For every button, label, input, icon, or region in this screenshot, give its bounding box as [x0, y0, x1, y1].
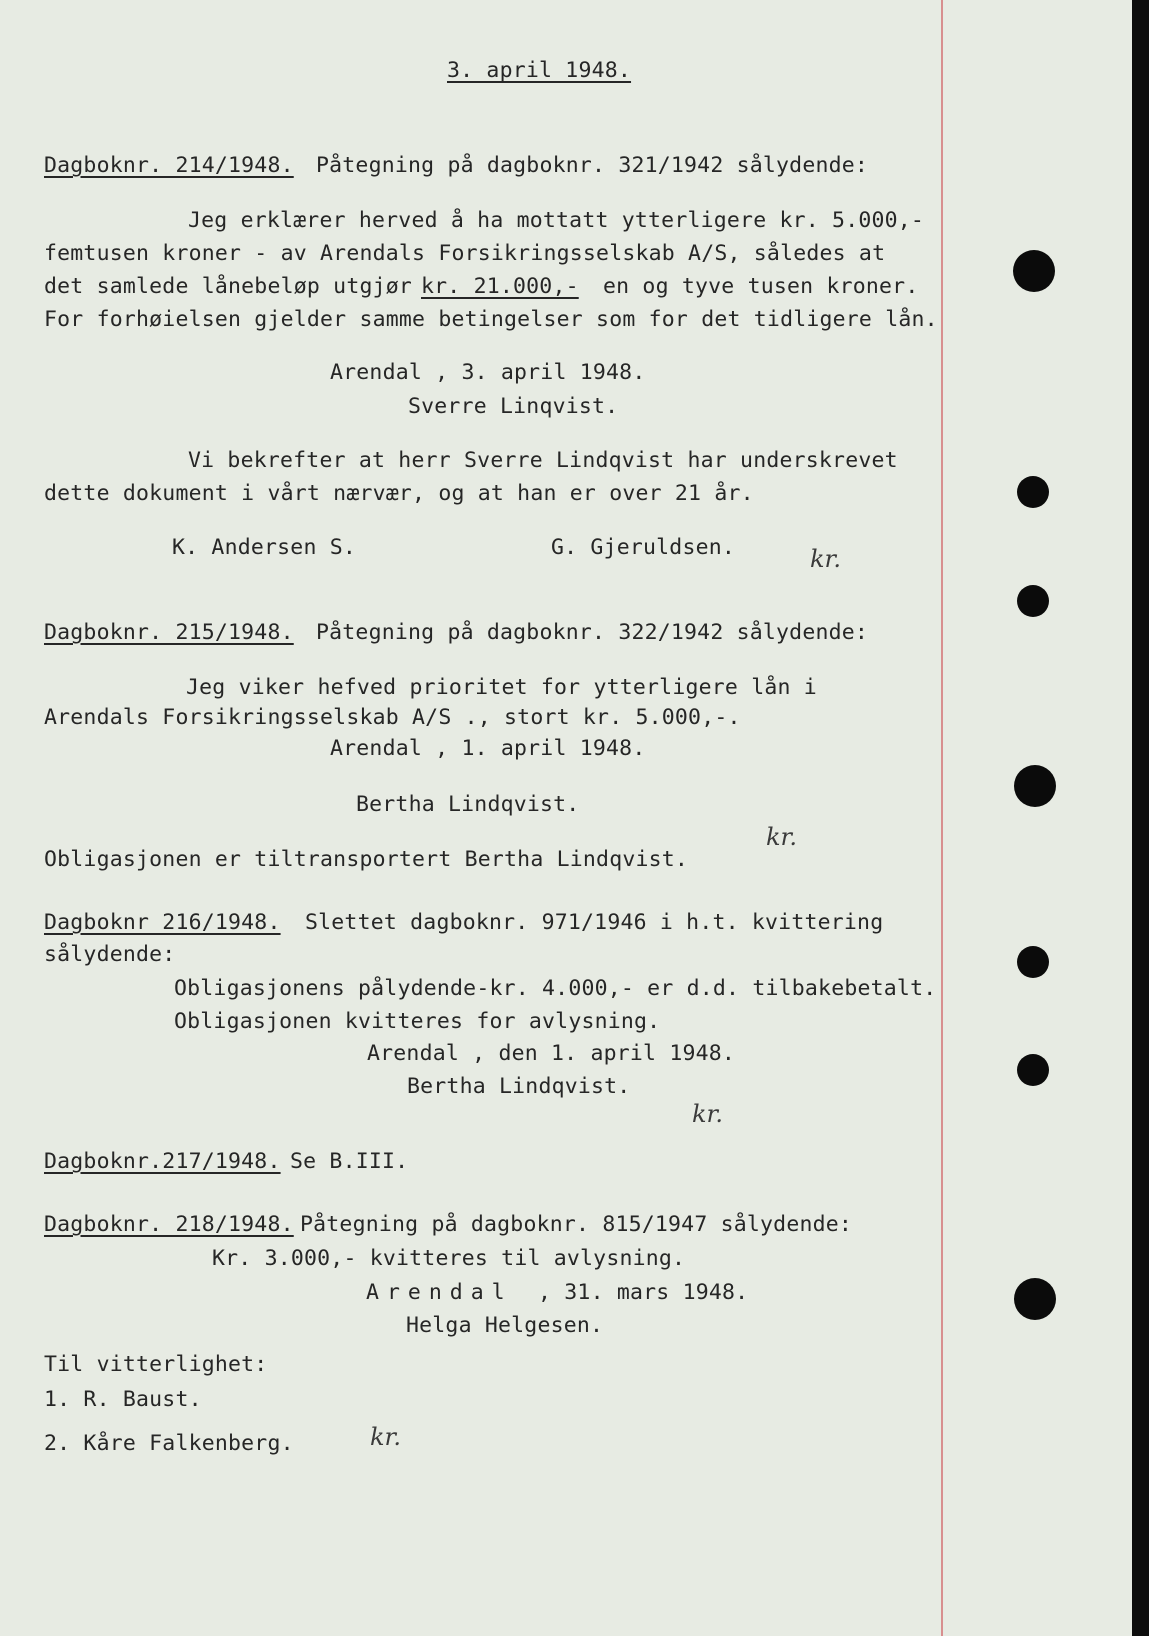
entry-218-signature: Helga Helgesen.: [406, 1313, 604, 1338]
entry-215-signature: Bertha Lindqvist.: [356, 792, 580, 817]
entry-214-witness: G. Gjeruldsen.: [551, 535, 736, 560]
punch-hole: [1017, 946, 1049, 978]
entry-218-witness: 2. Kåre Falkenberg.: [44, 1431, 294, 1456]
entry-217-title: Se B.III.: [290, 1149, 409, 1174]
entry-214-line: Vi bekrefter at herr Sverre Lindqvist har underskrevet: [188, 448, 898, 473]
punch-hole: [1013, 250, 1055, 292]
entry-216-line: Obligasjonen kvitteres for avlysning.: [174, 1009, 661, 1034]
entry-218-title: Påtegning på dagboknr. 815/1947 sålydende:: [300, 1212, 853, 1237]
entry-215-line: Arendals Forsikringsselskab A/S ., stort kr. 5.000,-.: [44, 705, 741, 730]
clerk-initials: kr.: [692, 1100, 724, 1128]
entry-216-line: Obligasjonens pålydende-kr. 4.000,- er d.d. tilbakebetalt.: [174, 976, 937, 1001]
entry-215-ref: Dagboknr. 215/1948.: [44, 620, 294, 645]
entry-215-line: Obligasjonen er tiltransportert Bertha Lindqvist.: [44, 847, 689, 872]
entry-214-line: det samlede lånebeløp utgjør: [44, 274, 413, 299]
punch-hole: [1017, 585, 1049, 617]
clerk-initials: kr.: [810, 545, 842, 573]
entry-216-signature: Bertha Lindqvist.: [407, 1074, 631, 1099]
entry-216-line: sålydende:: [44, 942, 176, 967]
entry-214-line: femtusen kroner - av Arendals Forsikringsselskab A/S, således at: [44, 241, 886, 266]
entry-214-line: en og tyve tusen kroner.: [603, 274, 919, 299]
entry-215-line: Jeg viker hefved prioritet for ytterligere lån i: [186, 675, 817, 700]
punch-hole: [1017, 476, 1049, 508]
entry-214-line: dette dokument i vårt nærvær, og at han er over 21 år.: [44, 481, 754, 506]
entry-214-witness: K. Andersen S.: [172, 535, 357, 560]
entry-218-witness-heading: Til vitterlighet:: [44, 1352, 268, 1377]
punch-hole: [1014, 1278, 1056, 1320]
page-date-heading: 3. april 1948.: [447, 58, 632, 83]
entry-218-date: , 31. mars 1948.: [538, 1280, 749, 1305]
entry-214-signature: Sverre Linqvist.: [408, 394, 619, 419]
punch-hole: [1014, 765, 1056, 807]
entry-216-ref: Dagboknr 216/1948.: [44, 910, 281, 935]
punch-hole: [1017, 1054, 1049, 1086]
entry-214-line: For forhøielsen gjelder samme betingelser som for det tidligere lån.: [44, 307, 938, 332]
entry-218-ref: Dagboknr. 218/1948.: [44, 1212, 294, 1237]
entry-218-witness: 1. R. Baust.: [44, 1387, 202, 1412]
entry-218-place: Arendal: [366, 1280, 513, 1305]
entry-214-ref: Dagboknr. 214/1948.: [44, 153, 294, 178]
entry-214-amount: kr. 21.000,-: [421, 274, 579, 299]
clerk-initials: kr.: [766, 823, 798, 851]
entry-217-ref: Dagboknr.217/1948.: [44, 1149, 281, 1174]
clerk-initials: kr.: [370, 1423, 402, 1451]
entry-214-line: Jeg erklærer herved å ha mottatt ytterligere kr. 5.000,-: [188, 208, 925, 233]
entry-215-title: Påtegning på dagboknr. 322/1942 sålydende:: [316, 620, 869, 645]
red-margin-line: [941, 0, 943, 1636]
entry-214-place-date: Arendal , 3. april 1948.: [330, 360, 646, 385]
entry-215-place-date: Arendal , 1. april 1948.: [330, 736, 646, 761]
entry-218-line: Kr. 3.000,- kvitteres til avlysning.: [212, 1246, 686, 1271]
entry-214-title: Påtegning på dagboknr. 321/1942 sålydende:: [316, 153, 869, 178]
entry-216-title: Slettet dagboknr. 971/1946 i h.t. kvittering: [305, 910, 884, 935]
entry-216-place-date: Arendal , den 1. april 1948.: [367, 1041, 736, 1066]
